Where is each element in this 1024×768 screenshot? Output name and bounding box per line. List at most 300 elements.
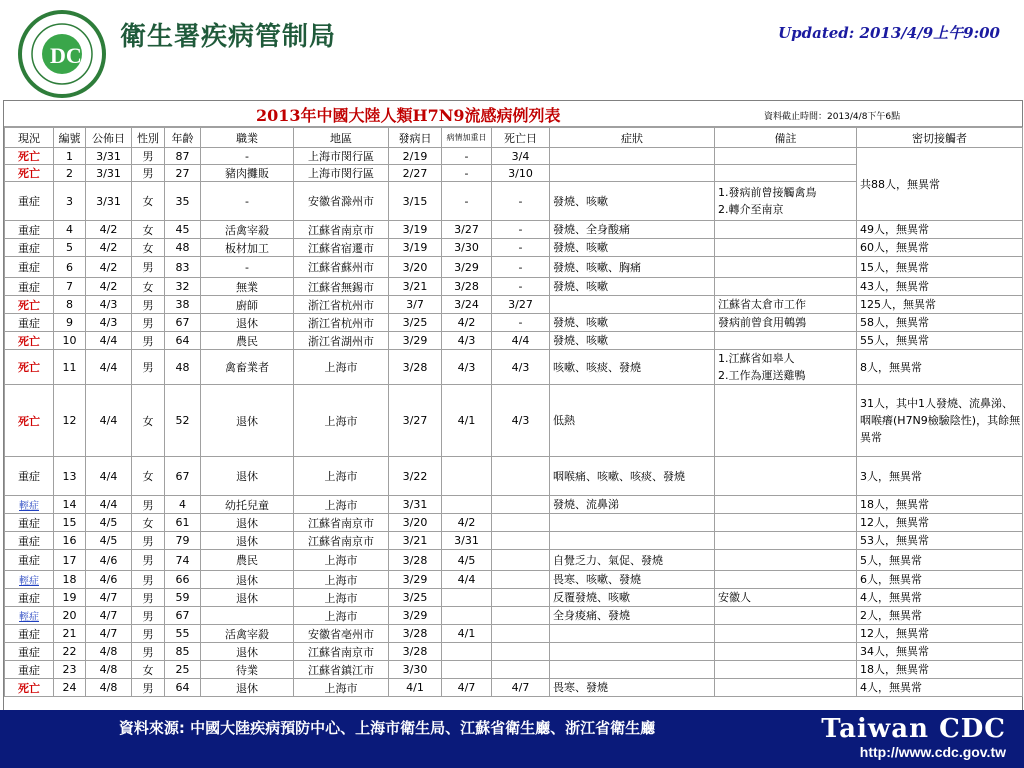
table-row	[5, 221, 1023, 239]
cell-no: 11	[54, 350, 86, 385]
cell-death: 4/4	[492, 332, 550, 350]
cell-onset: 3/25	[389, 314, 442, 332]
cell-contacts: 3人，無異常	[857, 457, 1023, 496]
cell-death	[492, 532, 550, 550]
cell-no: 16	[54, 532, 86, 550]
cell-note	[715, 496, 857, 514]
cell-contacts: 12人，無異常	[857, 625, 1023, 643]
cell-contacts: 125人，無異常	[857, 296, 1023, 314]
cell-region: 浙江省杭州市	[294, 314, 389, 332]
cell-job: 退休	[201, 643, 294, 661]
cell-date: 4/6	[86, 550, 132, 571]
cell-age: 64	[165, 332, 201, 350]
cell-status: 重症	[5, 661, 54, 679]
cell-symptoms: 自覺乏力、氣促、發燒	[550, 550, 715, 571]
cell-contacts: 12人，無異常	[857, 514, 1023, 532]
cell-region: 上海市	[294, 679, 389, 697]
cell-worsen: 3/28	[442, 278, 492, 296]
cell-worsen: 3/30	[442, 239, 492, 257]
cell-onset: 3/19	[389, 221, 442, 239]
cell-onset: 3/29	[389, 332, 442, 350]
cell-onset: 3/20	[389, 514, 442, 532]
cell-no: 12	[54, 385, 86, 457]
cell-symptoms: 發燒、咳嗽	[550, 182, 715, 221]
cell-job: 幼托兒童	[201, 496, 294, 514]
cell-worsen: 4/2	[442, 514, 492, 532]
cell-age: 66	[165, 571, 201, 589]
cell-note	[715, 165, 857, 182]
cell-onset: 3/21	[389, 278, 442, 296]
cell-contacts: 4人，無異常	[857, 679, 1023, 697]
cell-no: 15	[54, 514, 86, 532]
cell-symptoms	[550, 625, 715, 643]
cell-status: 重症	[5, 239, 54, 257]
cell-age: 61	[165, 514, 201, 532]
cell-date: 4/2	[86, 278, 132, 296]
table-row	[5, 625, 1023, 643]
cell-death	[492, 607, 550, 625]
table-row	[5, 148, 1023, 165]
cell-status[interactable]: 輕症	[5, 607, 54, 625]
column-header: 職業	[201, 128, 294, 148]
cell-region: 江蘇省南京市	[294, 532, 389, 550]
cell-sex: 女	[132, 278, 165, 296]
cell-death: -	[492, 182, 550, 221]
cell-death: -	[492, 221, 550, 239]
cell-death	[492, 514, 550, 532]
cell-symptoms	[550, 165, 715, 182]
column-header: 現況	[5, 128, 54, 148]
cell-age: 32	[165, 278, 201, 296]
cell-job: 無業	[201, 278, 294, 296]
cell-contacts: 31人，其中1人發燒、流鼻涕、咽喉癢(H7N9檢驗陰性)，其餘無異常	[857, 385, 1023, 457]
cell-contacts: 49人，無異常	[857, 221, 1023, 239]
cell-contacts: 18人，無異常	[857, 661, 1023, 679]
cell-region: 上海市閔行區	[294, 148, 389, 165]
cell-job: -	[201, 257, 294, 278]
table-header-row	[5, 128, 1023, 148]
cell-job: 活禽宰殺	[201, 625, 294, 643]
cell-date: 4/2	[86, 221, 132, 239]
cell-onset: 4/1	[389, 679, 442, 697]
cell-region: 江蘇省南京市	[294, 643, 389, 661]
cell-age: 83	[165, 257, 201, 278]
cell-status: 死亡	[5, 350, 54, 385]
case-table	[4, 127, 1023, 697]
cell-status: 重症	[5, 278, 54, 296]
cell-status: 重症	[5, 589, 54, 607]
case-table-panel	[3, 100, 1023, 712]
cell-no: 17	[54, 550, 86, 571]
cell-status: 重症	[5, 221, 54, 239]
cell-note	[715, 332, 857, 350]
cell-no: 20	[54, 607, 86, 625]
cell-sex: 女	[132, 457, 165, 496]
cell-sex: 男	[132, 571, 165, 589]
cell-death	[492, 661, 550, 679]
cell-symptoms: 咽喉痛、咳嗽、咳痰、發燒	[550, 457, 715, 496]
cell-sex: 男	[132, 679, 165, 697]
cell-note: 發病前曾食用鵪鶉	[715, 314, 857, 332]
cell-onset: 3/27	[389, 385, 442, 457]
cell-worsen: -	[442, 148, 492, 165]
cell-note	[715, 643, 857, 661]
table-row	[5, 314, 1023, 332]
cell-no: 6	[54, 257, 86, 278]
table-row	[5, 514, 1023, 532]
cell-symptoms: 畏寒、發燒	[550, 679, 715, 697]
cell-contacts: 34人，無異常	[857, 643, 1023, 661]
cell-status[interactable]: 輕症	[5, 571, 54, 589]
cell-job: 待業	[201, 661, 294, 679]
cell-sex: 男	[132, 643, 165, 661]
cell-onset: 3/29	[389, 571, 442, 589]
column-header: 年齡	[165, 128, 201, 148]
cell-worsen: 4/1	[442, 385, 492, 457]
cell-symptoms: 發燒、咳嗽	[550, 239, 715, 257]
cell-no: 23	[54, 661, 86, 679]
cell-worsen: 3/29	[442, 257, 492, 278]
cell-date: 4/3	[86, 314, 132, 332]
cell-age: 48	[165, 239, 201, 257]
cell-onset: 3/22	[389, 457, 442, 496]
cell-job: 豬肉攤販	[201, 165, 294, 182]
cell-age: 67	[165, 314, 201, 332]
cell-worsen: 3/24	[442, 296, 492, 314]
cell-onset: 3/19	[389, 239, 442, 257]
cell-status: 死亡	[5, 385, 54, 457]
cell-worsen	[442, 607, 492, 625]
cell-job: 農民	[201, 550, 294, 571]
cell-status: 重症	[5, 643, 54, 661]
cell-job: 退休	[201, 385, 294, 457]
cell-age: 52	[165, 385, 201, 457]
cell-symptoms: 發燒、咳嗽	[550, 278, 715, 296]
cell-job: 退休	[201, 679, 294, 697]
cell-job: 退休	[201, 571, 294, 589]
cell-sex: 男	[132, 257, 165, 278]
cell-worsen: 3/27	[442, 221, 492, 239]
cell-symptoms: 發燒、咳嗽	[550, 314, 715, 332]
cell-no: 2	[54, 165, 86, 182]
cell-contacts: 4人，無異常	[857, 589, 1023, 607]
table-row	[5, 332, 1023, 350]
cell-note: 安徽人	[715, 589, 857, 607]
cell-age: 45	[165, 221, 201, 239]
cell-region: 上海市	[294, 496, 389, 514]
cell-date: 3/31	[86, 165, 132, 182]
cell-date: 4/2	[86, 257, 132, 278]
cell-worsen	[442, 496, 492, 514]
cell-note: 1.江蘇省如皋人 2.工作為運送雞鴨	[715, 350, 857, 385]
cell-sex: 男	[132, 148, 165, 165]
cell-no: 14	[54, 496, 86, 514]
column-header: 密切接觸者	[857, 128, 1023, 148]
org-name: 衛生署疾病管制局	[120, 22, 337, 52]
cell-note: 江蘇省太倉市工作	[715, 296, 857, 314]
cell-status[interactable]: 輕症	[5, 496, 54, 514]
cell-onset: 3/29	[389, 607, 442, 625]
cell-symptoms: 畏寒、咳嗽、發燒	[550, 571, 715, 589]
cell-worsen: 4/2	[442, 314, 492, 332]
cell-region: 上海市	[294, 385, 389, 457]
cell-region: 江蘇省無錫市	[294, 278, 389, 296]
cell-symptoms	[550, 514, 715, 532]
header-bar	[0, 0, 1024, 100]
cell-date: 3/31	[86, 148, 132, 165]
table-row	[5, 278, 1023, 296]
table-row	[5, 457, 1023, 496]
cell-status: 重症	[5, 182, 54, 221]
cell-status: 重症	[5, 550, 54, 571]
column-header: 公佈日	[86, 128, 132, 148]
cell-no: 19	[54, 589, 86, 607]
cell-status: 死亡	[5, 148, 54, 165]
table-row	[5, 239, 1023, 257]
table-row	[5, 607, 1023, 625]
cell-death: -	[492, 257, 550, 278]
cell-symptoms	[550, 643, 715, 661]
cell-age: 64	[165, 679, 201, 697]
cell-region: 浙江省湖州市	[294, 332, 389, 350]
cell-death	[492, 589, 550, 607]
cell-date: 4/8	[86, 679, 132, 697]
cell-onset: 3/30	[389, 661, 442, 679]
cell-death: -	[492, 239, 550, 257]
cell-onset: 3/28	[389, 643, 442, 661]
cell-contacts: 58人，無異常	[857, 314, 1023, 332]
table-row	[5, 643, 1023, 661]
cell-job: 農民	[201, 332, 294, 350]
cell-age: 55	[165, 625, 201, 643]
cell-job: 板材加工	[201, 239, 294, 257]
cell-death: -	[492, 314, 550, 332]
cell-age: 74	[165, 550, 201, 571]
cell-region: 江蘇省鎮江市	[294, 661, 389, 679]
cell-status: 死亡	[5, 296, 54, 314]
cell-region: 浙江省杭州市	[294, 296, 389, 314]
table-row	[5, 350, 1023, 385]
cell-date: 4/5	[86, 532, 132, 550]
cell-death	[492, 625, 550, 643]
cell-note	[715, 257, 857, 278]
cell-death: 4/3	[492, 385, 550, 457]
cell-contacts: 53人，無異常	[857, 532, 1023, 550]
cell-death: 3/27	[492, 296, 550, 314]
table-row	[5, 385, 1023, 457]
table-row	[5, 296, 1023, 314]
cell-date: 4/8	[86, 643, 132, 661]
cell-worsen	[442, 589, 492, 607]
cell-sex: 男	[132, 165, 165, 182]
cell-date: 4/7	[86, 589, 132, 607]
cell-region: 上海市	[294, 589, 389, 607]
table-title: 2013年中國大陸人類H7N9流感病例列表	[256, 106, 561, 125]
cell-no: 7	[54, 278, 86, 296]
cell-symptoms: 發燒、咳嗽、胸痛	[550, 257, 715, 278]
data-source: 資料來源: 中國大陸疾病預防中心、上海市衛生局、江蘇省衛生廳、浙江省衛生廳	[118, 719, 656, 737]
cell-note	[715, 550, 857, 571]
cell-age: 35	[165, 182, 201, 221]
cell-sex: 男	[132, 314, 165, 332]
cell-region: 上海市	[294, 350, 389, 385]
cell-status: 死亡	[5, 332, 54, 350]
column-header: 性別	[132, 128, 165, 148]
cell-worsen: -	[442, 182, 492, 221]
cell-sex: 男	[132, 350, 165, 385]
cell-job: 廚師	[201, 296, 294, 314]
cell-death: 3/10	[492, 165, 550, 182]
cell-sex: 男	[132, 496, 165, 514]
cell-symptoms	[550, 296, 715, 314]
cell-date: 4/4	[86, 457, 132, 496]
cell-contacts: 2人，無異常	[857, 607, 1023, 625]
data-cutoff-time: 資料截止時間：2013/4/8下午6點	[764, 112, 901, 122]
cell-worsen	[442, 643, 492, 661]
cell-no: 18	[54, 571, 86, 589]
cell-date: 4/7	[86, 625, 132, 643]
cell-status: 重症	[5, 257, 54, 278]
column-header: 編號	[54, 128, 86, 148]
cell-worsen	[442, 661, 492, 679]
cell-region: 江蘇省宿遷市	[294, 239, 389, 257]
cell-region: 安徽省亳州市	[294, 625, 389, 643]
cell-contacts: 55人，無異常	[857, 332, 1023, 350]
cell-note	[715, 514, 857, 532]
cdc-url: http://www.cdc.gov.tw	[859, 744, 1006, 760]
cell-date: 4/3	[86, 296, 132, 314]
cell-no: 3	[54, 182, 86, 221]
column-header: 病情加重日	[442, 128, 492, 148]
cell-status: 重症	[5, 514, 54, 532]
cell-sex: 女	[132, 182, 165, 221]
cell-contacts: 5人，無異常	[857, 550, 1023, 571]
cell-no: 22	[54, 643, 86, 661]
cell-sex: 男	[132, 332, 165, 350]
cell-sex: 男	[132, 607, 165, 625]
cell-onset: 2/27	[389, 165, 442, 182]
cell-contacts: 6人，無異常	[857, 571, 1023, 589]
cell-symptoms: 發燒、流鼻涕	[550, 496, 715, 514]
cell-death	[492, 496, 550, 514]
cell-contacts: 60人，無異常	[857, 239, 1023, 257]
cell-note	[715, 625, 857, 643]
cell-age: 67	[165, 607, 201, 625]
column-header: 死亡日	[492, 128, 550, 148]
cell-sex: 女	[132, 221, 165, 239]
cell-no: 24	[54, 679, 86, 697]
cell-date: 4/4	[86, 496, 132, 514]
cell-no: 8	[54, 296, 86, 314]
cell-worsen: -	[442, 165, 492, 182]
cell-job: 退休	[201, 589, 294, 607]
cell-worsen: 4/3	[442, 350, 492, 385]
cell-region: 上海市	[294, 550, 389, 571]
table-row	[5, 532, 1023, 550]
table-row	[5, 550, 1023, 571]
cell-onset: 2/19	[389, 148, 442, 165]
cell-note	[715, 385, 857, 457]
cell-worsen: 4/7	[442, 679, 492, 697]
cell-sex: 男	[132, 296, 165, 314]
cell-sex: 男	[132, 532, 165, 550]
cell-note	[715, 571, 857, 589]
cell-no: 1	[54, 148, 86, 165]
cell-no: 5	[54, 239, 86, 257]
cell-onset: 3/7	[389, 296, 442, 314]
cell-death	[492, 571, 550, 589]
cell-age: 38	[165, 296, 201, 314]
cell-contacts: 8人，無異常	[857, 350, 1023, 385]
cell-age: 27	[165, 165, 201, 182]
cell-status: 重症	[5, 457, 54, 496]
cell-no: 10	[54, 332, 86, 350]
cell-job: 活禽宰殺	[201, 221, 294, 239]
cell-status: 死亡	[5, 679, 54, 697]
cell-region: 上海市	[294, 607, 389, 625]
cell-date: 4/4	[86, 350, 132, 385]
cell-date: 3/31	[86, 182, 132, 221]
cell-symptoms: 低熱	[550, 385, 715, 457]
cell-region: 江蘇省南京市	[294, 221, 389, 239]
cell-note	[715, 457, 857, 496]
cell-death	[492, 550, 550, 571]
cell-date: 4/8	[86, 661, 132, 679]
cell-date: 4/5	[86, 514, 132, 532]
cell-date: 4/2	[86, 239, 132, 257]
cell-onset: 3/28	[389, 550, 442, 571]
cell-worsen: 4/1	[442, 625, 492, 643]
cell-death: 3/4	[492, 148, 550, 165]
cell-note	[715, 661, 857, 679]
cell-sex: 男	[132, 550, 165, 571]
cell-region: 江蘇省南京市	[294, 514, 389, 532]
cell-date: 4/6	[86, 571, 132, 589]
cell-contacts: 18人，無異常	[857, 496, 1023, 514]
cell-onset: 3/31	[389, 496, 442, 514]
cell-job: 退休	[201, 314, 294, 332]
cell-job	[201, 607, 294, 625]
cell-region: 上海市	[294, 571, 389, 589]
table-row	[5, 661, 1023, 679]
cell-job: 退休	[201, 532, 294, 550]
cell-job: 退休	[201, 514, 294, 532]
cell-onset: 3/28	[389, 625, 442, 643]
cell-no: 4	[54, 221, 86, 239]
column-header: 症狀	[550, 128, 715, 148]
cell-onset: 3/20	[389, 257, 442, 278]
cell-note	[715, 679, 857, 697]
cell-age: 67	[165, 457, 201, 496]
cell-sex: 女	[132, 239, 165, 257]
cdc-logo	[12, 10, 112, 98]
cell-note	[715, 607, 857, 625]
table-row	[5, 589, 1023, 607]
cell-job: -	[201, 148, 294, 165]
table-row	[5, 257, 1023, 278]
cell-region: 上海市	[294, 457, 389, 496]
cell-death: 4/3	[492, 350, 550, 385]
footer-bar	[0, 710, 1024, 768]
cell-status: 重症	[5, 625, 54, 643]
cell-age: 4	[165, 496, 201, 514]
table-row	[5, 679, 1023, 697]
cell-contacts: 15人，無異常	[857, 257, 1023, 278]
cell-job: 禽畜業者	[201, 350, 294, 385]
cell-sex: 女	[132, 661, 165, 679]
cell-age: 87	[165, 148, 201, 165]
cell-contacts: 共88人，無異常	[857, 148, 1023, 221]
